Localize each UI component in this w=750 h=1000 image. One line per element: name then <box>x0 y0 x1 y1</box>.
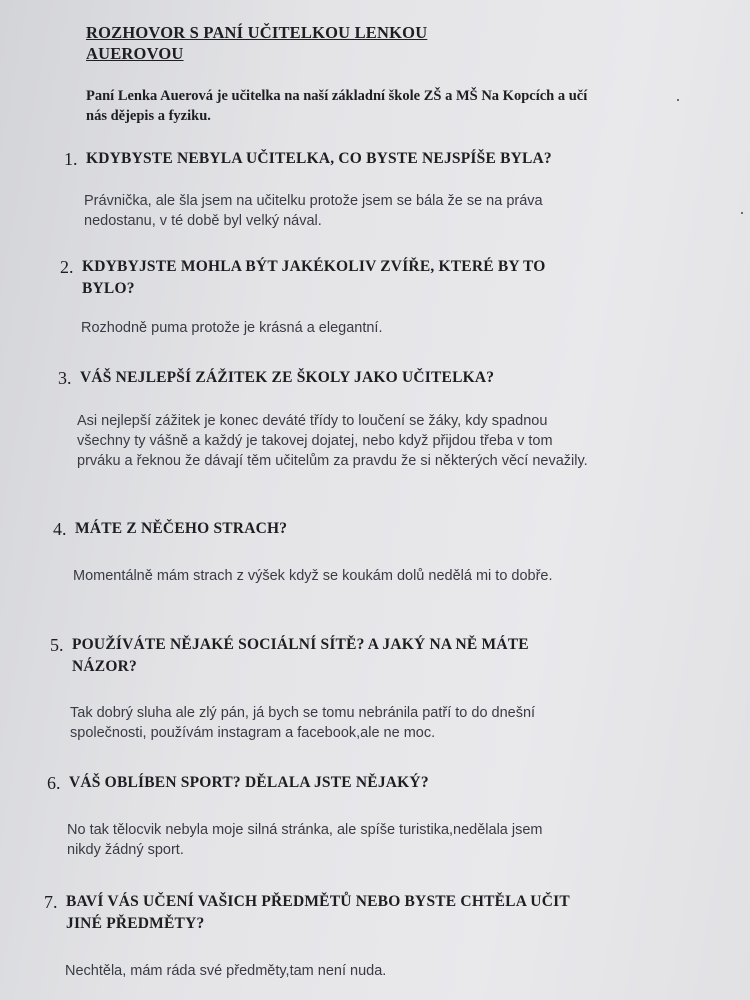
question-text: POUŽÍVÁTE NĚJAKÉ SOCIÁLNÍ SÍTĚ? A JAKÝ NA NĚ MÁTE NÁZOR? <box>72 636 529 675</box>
question-number: 4. <box>53 519 67 539</box>
answer-1: Právnička, ale šla jsem na učitelku protože jsem se bála že se na práva nedostanu, v té době byl velký nával. <box>84 193 543 229</box>
intro-paragraph: Paní Lenka Auerová je učitelka na naší základní škole ZŠ a MŠ Na Kopcích a učí nás dějepis a fyziku. <box>86 88 588 124</box>
answer-3: Asi nejlepší zážitek je konec deváté třídy to loučení se žáky, kdy spadnou všechny ty vášně a každý je takovej dojatej, nebo když přijdou třeba v tom prváku a řeknou že dávají těm učitelům za pravdu že si některých věcí nevažily. <box>77 413 588 469</box>
document-title: ROZHOVOR S PANÍ UČITELKOU LENKOU AUEROVOU <box>86 23 428 63</box>
question-4 <box>53 518 573 540</box>
question-text: KDYBYSTE NEBYLA UČITELKA, CO BYSTE NEJSPÍŠE BYLA? <box>86 150 552 167</box>
question-number: 6. <box>47 773 61 793</box>
question-number: 3. <box>58 368 72 388</box>
answer-5: Tak dobrý sluha ale zlý pán, já bych se tomu nebránila patří to do dnešní společnosti, používám instagram a facebook,ale ne moc. <box>70 705 536 741</box>
paper-speck <box>677 99 679 101</box>
question-text: BAVÍ VÁS UČENÍ VAŠICH PŘEDMĚTŮ NEBO BYSTE CHTĚLA UČIT JINÉ PŘEDMĚTY? <box>66 893 570 932</box>
answer-2: Rozhodně puma protože je krásná a elegantní. <box>81 320 383 336</box>
question-number: 7. <box>44 892 58 912</box>
question-number: 2. <box>60 257 74 277</box>
question-7 <box>44 891 604 935</box>
question-3 <box>58 367 598 389</box>
question-1 <box>64 148 604 170</box>
question-number: 5. <box>50 635 64 655</box>
question-text: VÁŠ OBLÍBEN SPORT? DĚLALA JSTE NĚJAKÝ? <box>69 774 429 791</box>
question-2 <box>60 256 580 300</box>
answer-4: Momentálně mám strach z výšek když se koukám dolů nedělá mi to dobře. <box>73 568 553 584</box>
paper-speck <box>741 212 743 214</box>
question-6 <box>47 772 587 794</box>
question-text: VÁŠ NEJLEPŠÍ ZÁŽITEK ZE ŠKOLY JAKO UČITELKA? <box>80 369 495 386</box>
answer-6: No tak tělocvik nebyla moje silná stránka, ale spíše turistika,nedělala jsem nikdy žádný sport. <box>67 822 543 858</box>
question-number: 1. <box>64 149 78 169</box>
answer-7: Nechtěla, mám ráda své předměty,tam není nuda. <box>65 963 387 979</box>
question-5 <box>50 634 590 678</box>
question-text: KDYBYJSTE MOHLA BÝT JAKÉKOLIV ZVÍŘE, KTERÉ BY TO BYLO? <box>82 258 546 297</box>
question-text: MÁTE Z NĚČEHO STRACH? <box>75 520 288 537</box>
